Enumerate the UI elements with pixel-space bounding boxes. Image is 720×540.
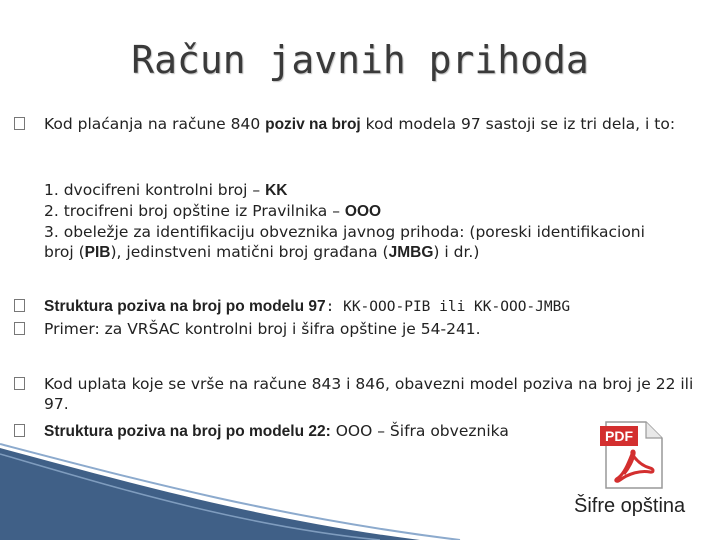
p4-text: Kod uplata koje se vrše na račune 843 i 846, obavezni model poziva na broj je 22 ili 97. — [44, 375, 694, 413]
p3-text: Primer: za VRŠAC kontrolni broj i šifra opštine je 54-241. — [44, 320, 481, 338]
p2-text-a: Struktura poziva na broj po modelu 97 — [44, 298, 326, 315]
list-item-3 — [44, 222, 674, 263]
list-item-1 — [44, 180, 674, 201]
bullet-4 — [14, 377, 25, 390]
paragraph-4 — [44, 374, 694, 414]
list-item-3-jmbg: JMBG — [388, 244, 434, 261]
page-title: Račun javnih prihoda — [131, 38, 589, 82]
list-item-1-code: KK — [265, 182, 288, 199]
bullet-5 — [14, 424, 25, 437]
numbered-list — [44, 180, 674, 263]
bullet-3 — [14, 322, 25, 335]
pdf-link-caption[interactable]: Šifre opština — [574, 495, 686, 517]
pdf-file-icon[interactable] — [598, 420, 666, 490]
decorative-wave — [0, 440, 600, 540]
p5-text-b: OOO – Šifra obveznika — [330, 422, 509, 440]
paragraph-3 — [44, 319, 684, 339]
p5-text-a: Struktura poziva na broj po modelu 22: — [44, 423, 331, 440]
p1-text-c: kod modela 97 sastoji se iz tri dela, i to: — [360, 115, 676, 133]
list-item-3-pib: PIB — [84, 244, 111, 261]
list-item-2 — [44, 201, 674, 222]
p2-text-b: : KK-OOO-PIB ili KK-OOO-JMBG — [325, 299, 571, 315]
paragraph-5 — [44, 421, 604, 442]
list-item-3-text-c: ) i dr.) — [433, 243, 480, 261]
list-item-1-text: 1. dvocifreni kontrolni broj – — [44, 181, 266, 199]
list-item-2-text: 2. trocifreni broj opštine iz Pravilnika – — [44, 202, 345, 220]
pdf-icon-label: PDF — [605, 428, 633, 444]
p1-text-a: Kod plaćanja na račune 840 — [44, 115, 266, 133]
paragraph-1 — [44, 114, 684, 135]
p1-text-b: poziv na broj — [265, 116, 361, 133]
bullet-2 — [14, 299, 25, 312]
paragraph-2 — [44, 296, 684, 317]
list-item-2-code: OOO — [344, 203, 382, 220]
list-item-3-text-a: 3. obeležje za identifikaciju obveznika javnog prihoda: (poreski identifikacioni broj ( — [44, 223, 645, 261]
bullet-1 — [14, 117, 25, 130]
list-item-3-text-b: ), jedinstveni matični broj građana ( — [110, 243, 389, 261]
